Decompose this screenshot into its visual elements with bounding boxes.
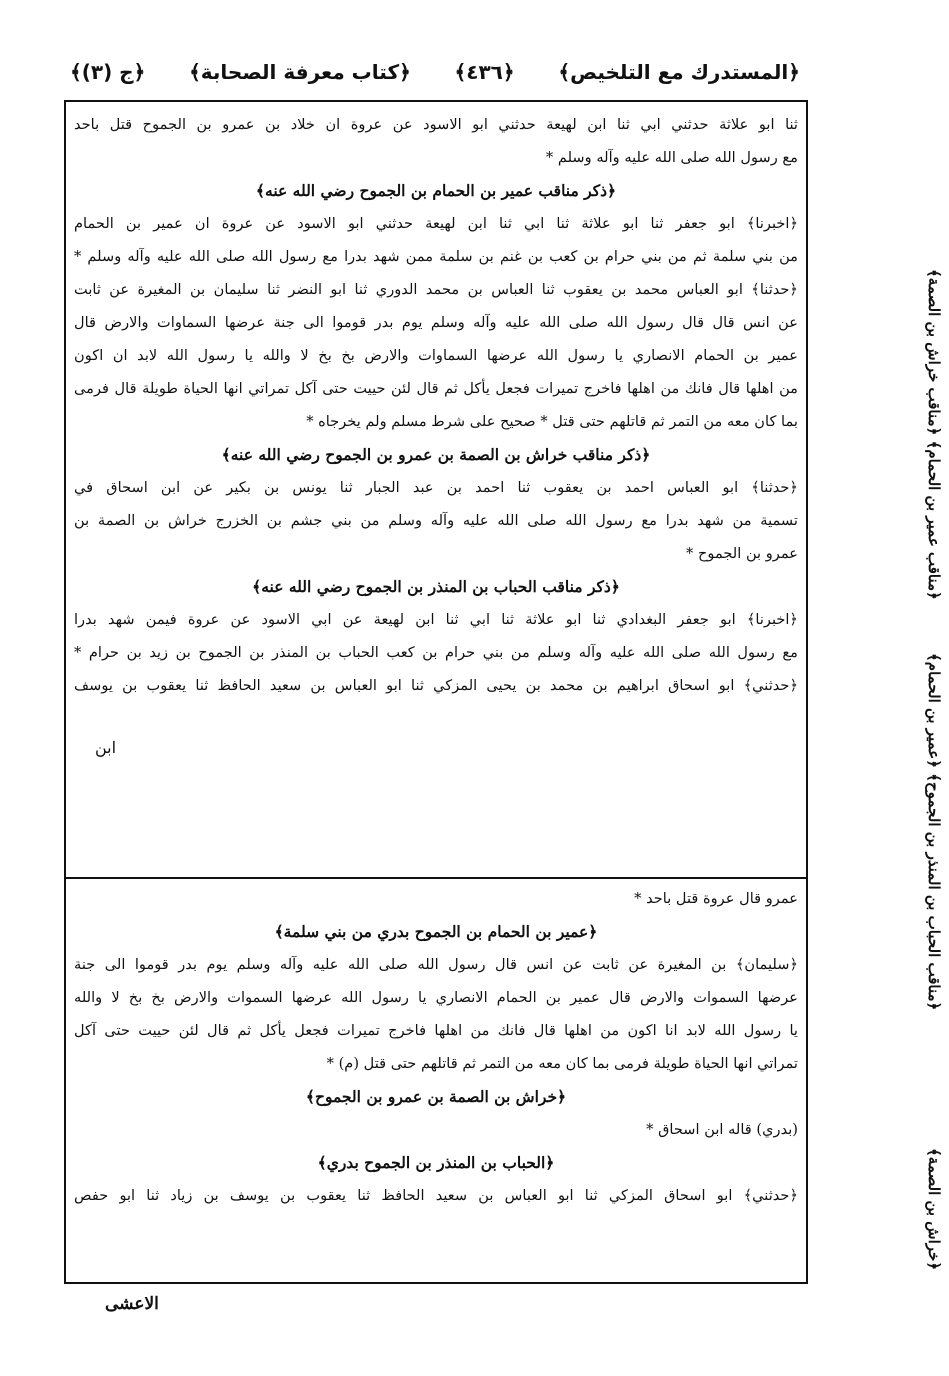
text-line: ﴿سليمان﴾ بن المغيرة عن ثابت عن انس قال رسول الله صلى الله عليه وآله وسلم يوم بدر قوموا الى جنة <box>74 956 798 973</box>
text-line: عمرو قال عروة قتل باحد * <box>634 890 798 907</box>
book-title: ﴿المستدرك مع التلخيص﴾ <box>558 60 800 84</box>
text-line: مع رسول الله صلى الله عليه وآله وسلم من بني حرام بن كعب الحباب بن المنذر بن الجموح بن زيد بن حرام * <box>74 644 798 661</box>
text-line: تمراتي انها الحياة طويلة فرمى بما كان معه من التمر ثم قاتلهم حتى قتل (م) * <box>326 1055 798 1072</box>
margin-note: ﴿مناقب عمير بن الحمام﴾ ﴿مناقب خراش بن الصمة﴾ <box>925 269 943 600</box>
text-line: تسمية من شهد بدرا مع رسول الله صلى الله عليه وآله وسلم من بني جشم بن الخزرج خراش بن الصمة بن <box>74 512 798 529</box>
divider <box>66 877 806 879</box>
lower-text <box>74 882 798 1212</box>
volume-number: ﴿ج (٣)﴾ <box>70 60 146 84</box>
text-line: مع رسول الله صلى الله عليه وآله وسلم * <box>545 149 798 166</box>
catchword: الاعشى <box>105 1294 159 1314</box>
text-frame <box>64 100 808 1284</box>
text-line: عرضها السموات والارض قال عمير بن الحمام الانصاري يا رسول الله عرضها السموات والارض بخ بخ لا والله <box>74 989 798 1006</box>
margin-note: ﴿مناقب الحباب بن المنذر بن الجموح﴾ ﴿عمير بن الحمام﴾ <box>925 652 943 1010</box>
text-line: ﴿حدثنا﴾ ابو العباس احمد بن يعقوب ثنا احمد بن عبد الجبار ثنا يونس بن بكير عن ابن اسحاق في <box>74 479 798 496</box>
section-heading: ﴿الحباب بن المنذر بن الجموح بدري﴾ <box>317 1153 555 1172</box>
text-line: بما كان معه من التمر ثم قاتلهم حتى قتل * صحيح على شرط مسلم ولم يخرجاه * <box>306 413 798 430</box>
text-line: عمرو بن الجموح * <box>686 545 798 562</box>
text-line: ﴿اخبرنا﴾ ابو جعفر البغدادي ثنا ابو علاثة ثنا ابي ثنا ابن لهيعة عن ابي الاسود عن عروة فيمن شهد بدرا <box>74 611 798 628</box>
text-line: ﴿حدثني﴾ ابو اسحاق ابراهيم بن محمد بن يحيى المزكي ثنا ابو العباس بن سعيد الحافظ ثنا يعقوب بن يوسف <box>74 677 798 694</box>
section-heading: ﴿عمير بن الحمام بن الجموح بدري من بني سلمة﴾ <box>274 922 598 941</box>
section-heading: ﴿خراش بن الصمة بن عمرو بن الجموح﴾ <box>305 1087 567 1106</box>
text-line: ثنا ابو علاثة حدثني ابي ثنا ابن لهيعة حدثني ابو الاسود عن عروة ان خلاد بن عمرو بن الجموح قتل باحد <box>74 116 798 133</box>
page-number: ﴿٤٣٦﴾ <box>454 60 515 84</box>
text-line: يا رسول الله لابد انا اكون من اهلها قال فانك من اهلها فاخرج تميرات فجعل يأكل ثم قال لئن حييت حتى آكل <box>74 1022 798 1039</box>
text-line: ﴿اخبرنا﴾ ابو جعفر ثنا ابو علاثة ثنا ابي ثنا ابن لهيعة حدثني ابو الاسود عن عروة ان عمير بن الحمام <box>74 215 798 232</box>
catchword: ابن <box>95 738 117 757</box>
text-line: عن انس قال قال رسول الله صلى الله عليه وآله وسلم يوم بدر قوموا الى جنة عرضها السماوات والارض قال <box>74 314 798 331</box>
text-line: ﴿حدثنا﴾ ابو العباس محمد بن يعقوب ثنا العباس بن محمد الدوري ثنا ابو النضر ثنا سليمان بن المغيرة عن ثابت <box>74 281 798 298</box>
section-heading: ﴿ذكر مناقب خراش بن الصمة بن عمرو بن الجموح رضي الله عنه﴾ <box>221 445 651 464</box>
section-heading: ﴿ذكر مناقب الحباب بن المنذر بن الجموح رضي الله عنه﴾ <box>252 577 620 596</box>
section-heading: ﴿ذكر مناقب عمير بن الحمام بن الجموح رضي الله عنه﴾ <box>255 181 617 200</box>
page-header <box>70 50 800 94</box>
text-line: عمير بن الحمام الانصاري يا رسول الله عرضها السماوات والارض بخ بخ لا والله يا رسول الله لابد ان اكون <box>74 347 798 364</box>
margin-note: ﴿خراش بن الصمة﴾ <box>925 1147 943 1270</box>
text-line: من اهلها قال فانك من اهلها فاخرج تميرات فجعل يأكل ثم قال لئن حييت حتى آكل تمراتي انها الحياة طويلة قال فرمى <box>74 380 798 397</box>
chapter-title: ﴿كتاب معرفة الصحابة﴾ <box>189 60 411 84</box>
text-line: (بدري) قاله ابن اسحاق * <box>646 1121 798 1138</box>
upper-text <box>74 108 798 702</box>
text-line: من بني سلمة ثم من بني حرام بن كعب بن غنم بن سلمة ممن شهد بدرا مع رسول الله صلى الله عليه وآله وسلم * <box>74 248 798 265</box>
text-line: ﴿حدثني﴾ ابو اسحاق المزكي ثنا ابو العباس بن سعيد الحافظ ثنا يعقوب بن يوسف بن زياد ثنا ابو حفص <box>74 1187 798 1204</box>
